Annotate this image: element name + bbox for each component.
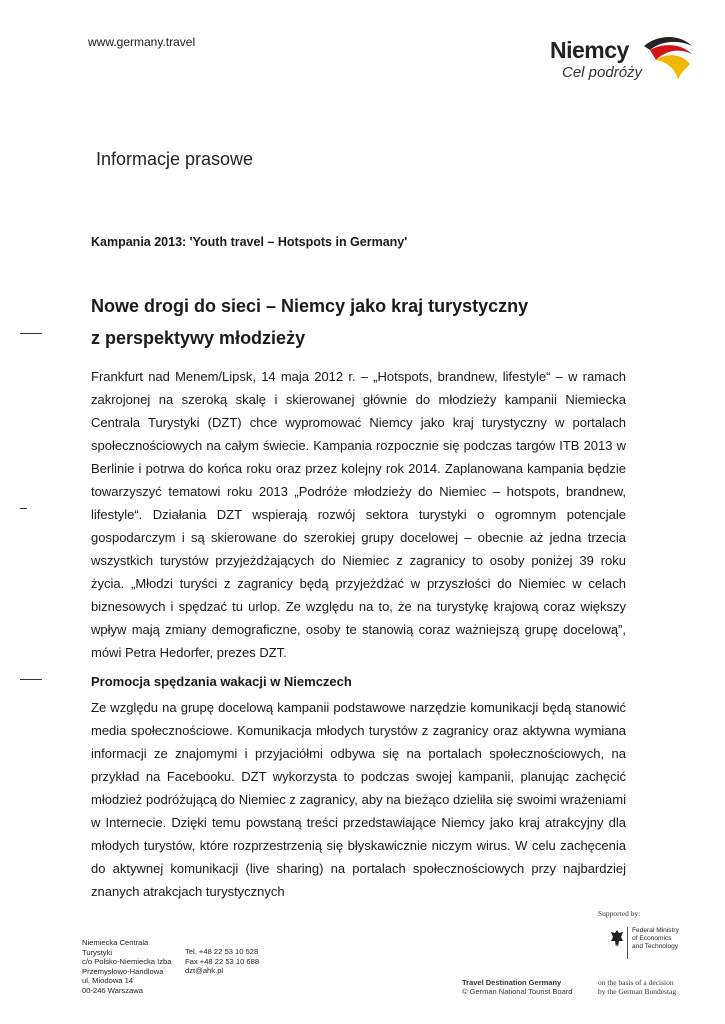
flag-bar <box>627 927 628 959</box>
ministry-name <box>632 927 679 951</box>
logo-subtitle: Cel podróży <box>562 64 643 81</box>
address-line: Turystyki <box>82 947 113 957</box>
website-url: www.germany.travel <box>88 35 196 49</box>
eagle-icon <box>610 929 624 949</box>
logo-title: Niemcy <box>550 37 629 63</box>
supported-by-label: Supported by: <box>598 909 641 918</box>
tdg-copyright: © German National Tourist Board <box>462 987 573 996</box>
fax-number: Fax +48 22 53 10 688 <box>185 956 260 966</box>
headline-line-2: z perspektywy młodzieży <box>91 328 306 348</box>
phone-number: Tel. +48 22 53 10 528 <box>185 947 259 956</box>
subheading: Promocja spędzania wakacji w Niemczech <box>91 674 352 689</box>
campaign-line: Kampania 2013: 'Youth travel – Hotspots in Germany' <box>91 235 408 249</box>
bundestag-basis <box>598 978 676 996</box>
margin-fold-mark <box>20 679 42 680</box>
email-link[interactable]: dzt@ahk.pl <box>185 966 224 976</box>
ministry-logo <box>610 925 690 967</box>
headline-line-1: Nowe drogi do sieci – Niemcy jako kraj turystyczny <box>91 296 529 316</box>
footer-contact <box>185 947 259 976</box>
address-line: 00-246 Warszawa <box>82 985 143 995</box>
body-paragraph-1 <box>91 365 626 664</box>
swoosh-icon <box>640 32 698 88</box>
tdg-credit <box>462 978 572 996</box>
address-line: Przemysłowo-Handlowa <box>82 966 164 976</box>
paragraph-text: Frankfurt nad Menem/Lipsk, 14 maja 2012 r. – „Hotspots, brandnew, lifestyle“ – w ramach zakrojonej na szeroką skalę i skierowanej głównie do młodzieży kampanii Niemiecka Centrala Turystyki (DZT) chce wypromować Niemcy jako kraj turystyczny w portalach społecznościowych na całym świecie. Kampania rozpocznie się podczas targów ITB 2013 w Berlinie i potrwa do końca roku oraz przez kolejny rok 2014. Zaplanowana kampania będzie towarzyszyć tematowi roku 2013 „Podróże młodzieży do Niemiec – hotspots, brandnew, lifestyle“. Działania DZT wspierają rozwój sektora turystyki o ogromnym potencjale gospodarczym i są skierowane do szerokiej grupy docelowej – obecnie aż jedna trzecia wszystkich turystów przyjeżdżających do Niemiec z zagranicy to osoby poniżej 39 roku życia. „Młodzi turyści z zagranicy będą przyjeżdżać w przyszłości do Niemiec w celach biznesowych i spędzać tu urlop. Ze względu na to, że na turystykę krajową coraz większy wpływ mają zmiany demograficzne, osoby te stanowią coraz ważniejszą grupę docelową”, mówi Petra Hedorfer, prezes DZT. <box>91 369 626 660</box>
ministry-line: of Economics <box>632 935 672 942</box>
margin-fold-mark <box>20 333 42 334</box>
address-line: ul. Miodowa 14 <box>82 976 134 986</box>
niemcy-logo <box>548 32 698 90</box>
ministry-line: Federal Ministry <box>632 927 679 934</box>
ministry-line: and Technology <box>632 943 679 950</box>
tdg-title: Travel Destination Germany <box>462 978 562 987</box>
basis-line: by the German Bundestag <box>598 987 677 996</box>
paragraph-text: Ze względu na grupę docelową kampanii podstawowe narzędzie komunikacji będą stanowić media społecznościowe. Komunikacja młodych turystów z zagranicy oraz aktywna wymiana informacji ze znajomymi i przyjaciółmi odbywa się na portalach społecznościowych, na przykład na Facebooku. DZT wykorzysta to podczas swojej kampanii, planując zachęcić młodzież podróżującą do Niemiec z zagranicy, aby na bieżąco dzieliła się swoimi wrażeniami w Internecie. Dzięki temu powstaną treści przedstawiające Niemcy jako kraj atrakcyjny dla młodych turystów, które rozprzestrzenią się błyskawicznie niczym wirus. W celu zachęcenia do aktywnej komunikacji (live sharing) na portalach społecznościowych przy najbardziej znanych atrakcjach turystycznych <box>91 700 626 899</box>
section-title: Informacje prasowe <box>96 149 254 169</box>
footer-address <box>82 938 171 996</box>
address-line: Niemiecka Centrala <box>82 938 149 947</box>
basis-line: on the basis of a decision <box>598 978 674 987</box>
margin-punch-mark <box>20 508 27 509</box>
headline <box>91 290 528 354</box>
address-line: c/o Polsko-Niemiecka Izba <box>82 957 172 967</box>
body-paragraph-2 <box>91 696 626 903</box>
